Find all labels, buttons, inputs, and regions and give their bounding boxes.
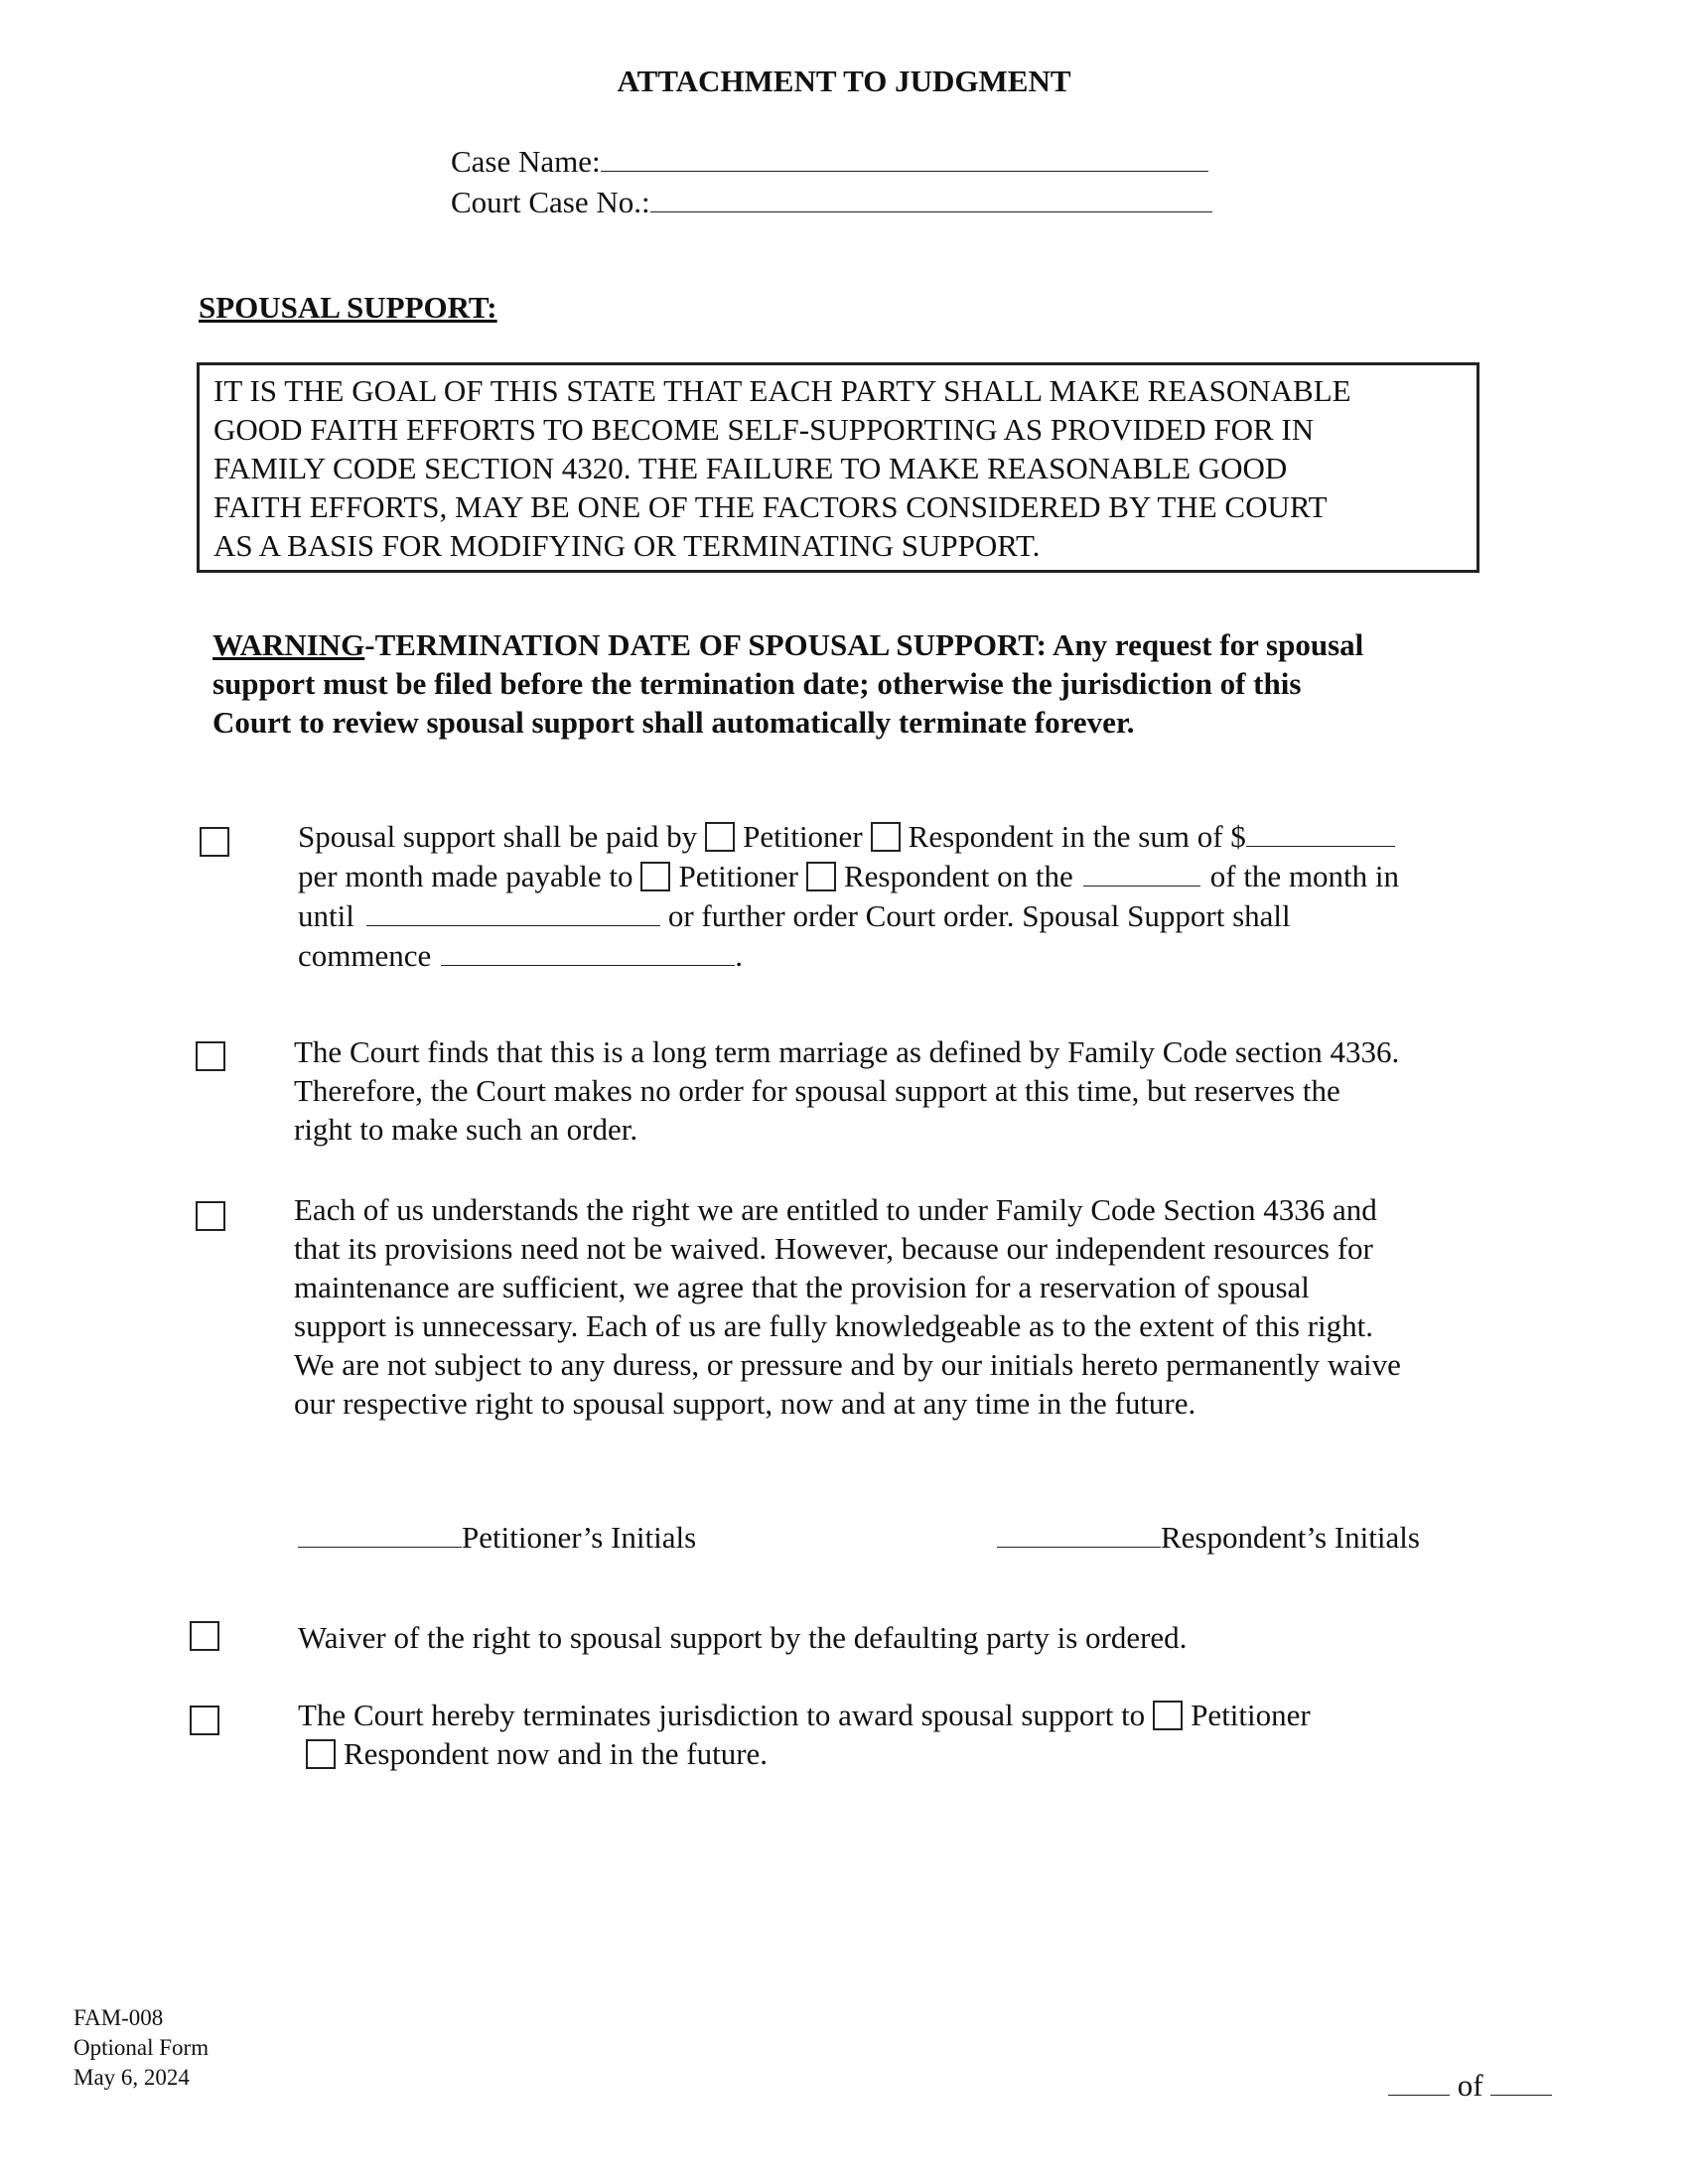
payment-text: . [735, 938, 744, 973]
court-case-no-row [451, 182, 1212, 222]
court-case-no-label: Court Case No.: [451, 185, 650, 219]
terminate-petitioner-label: Petitioner [1191, 1698, 1311, 1732]
waiver-agreement-text [294, 1190, 1401, 1423]
goal-line: AS A BASIS FOR MODIFYING OR TERMINATING SUPPORT. [213, 528, 1041, 563]
payment-text: commence [298, 938, 432, 973]
form-type: Optional Form [73, 2035, 210, 2060]
warning-label: WARNING [212, 627, 365, 662]
waiver-line: We are not subject to any duress, or pressure and by our initials hereto permanently waive [294, 1347, 1401, 1382]
long-term-marriage-checkbox[interactable] [196, 1041, 225, 1071]
page-of-label: of [1457, 2068, 1483, 2103]
payee-respondent-checkbox[interactable] [806, 862, 836, 891]
case-name-field[interactable] [601, 141, 1208, 172]
default-waiver-text: Waiver of the right to spousal support by the defaulting party is ordered. [298, 1620, 1188, 1655]
form-footer [73, 2003, 209, 2093]
long-term-line: The Court finds that this is a long term marriage as defined by Family Code section 4336. [294, 1034, 1400, 1069]
terminate-respondent-label: Respondent now and in the future. [344, 1736, 769, 1771]
waiver-line: Each of us understands the right we are entitled to under Family Code Section 4336 and [294, 1192, 1377, 1227]
waiver-line: that its provisions need not be waived. However, because our independent resources for [294, 1231, 1373, 1266]
respondent-initials [997, 1517, 1420, 1557]
long-term-line: right to make such an order. [294, 1112, 638, 1147]
commence-date-field[interactable] [441, 935, 735, 966]
payment-text: until [298, 898, 354, 933]
payer-respondent-label: Respondent in the sum of $ [908, 819, 1246, 854]
warning-text: Court to review spousal support shall automatically terminate forever. [212, 705, 1135, 740]
page-current-field[interactable] [1388, 2065, 1450, 2096]
petitioner-initials [298, 1517, 696, 1557]
payment-text: Spousal support shall be paid by [298, 819, 698, 854]
default-waiver-checkbox[interactable] [190, 1621, 219, 1651]
goal-notice-box [197, 362, 1479, 573]
goal-line: GOOD FAITH EFFORTS TO BECOME SELF-SUPPORTING AS PROVIDED FOR IN [213, 412, 1315, 447]
payment-option-text [298, 816, 1399, 975]
payment-option-checkbox[interactable] [200, 827, 229, 857]
case-name-row [451, 141, 1212, 182]
case-name-label: Case Name: [451, 144, 601, 179]
warning-text: support must be filed before the termination date; otherwise the jurisdiction of this [212, 666, 1302, 701]
form-date: May 6, 2024 [73, 2065, 190, 2090]
petitioner-initials-field[interactable] [298, 1517, 462, 1548]
waiver-agreement-checkbox[interactable] [196, 1201, 225, 1231]
payee-respondent-label: Respondent on the [844, 859, 1073, 893]
payment-text: of the month in [1209, 859, 1400, 893]
terminate-respondent-checkbox[interactable] [306, 1739, 336, 1769]
payment-text: per month made payable to [298, 859, 633, 893]
day-of-month-field[interactable] [1083, 856, 1200, 887]
goal-line: FAMILY CODE SECTION 4320. THE FAILURE TO MAKE REASONABLE GOOD [213, 451, 1288, 485]
amount-field[interactable] [1246, 816, 1395, 847]
payee-petitioner-checkbox[interactable] [640, 862, 670, 891]
page-total-field[interactable] [1490, 2065, 1552, 2096]
payer-respondent-checkbox[interactable] [871, 822, 901, 852]
terminate-jurisdiction-text [298, 1696, 1311, 1773]
payee-petitioner-label: Petitioner [678, 859, 798, 893]
warning-text: -TERMINATION DATE OF SPOUSAL SUPPORT: Any request for spousal [364, 627, 1364, 662]
section-heading: SPOUSAL SUPPORT: [199, 290, 497, 325]
document-title: ATTACHMENT TO JUDGMENT [617, 64, 1071, 98]
long-term-line: Therefore, the Court makes no order for spousal support at this time, but reserves the [294, 1073, 1340, 1108]
goal-line: IT IS THE GOAL OF THIS STATE THAT EACH PARTY SHALL MAKE REASONABLE [213, 373, 1351, 408]
form-id: FAM-008 [73, 2005, 164, 2030]
waiver-line: maintenance are sufficient, we agree that the provision for a reservation of spousal [294, 1270, 1310, 1304]
court-case-no-field[interactable] [650, 182, 1212, 212]
long-term-marriage-text [294, 1032, 1399, 1149]
terminate-petitioner-checkbox[interactable] [1153, 1701, 1183, 1730]
payer-petitioner-checkbox[interactable] [705, 822, 735, 852]
case-info [451, 141, 1212, 222]
waiver-line: our respective right to spousal support, now and at any time in the future. [294, 1386, 1196, 1421]
waiver-line: support is unnecessary. Each of us are fully knowledgeable as to the extent of this right. [294, 1308, 1373, 1343]
respondent-initials-label: Respondent’s Initials [1161, 1520, 1420, 1555]
until-date-field[interactable] [366, 895, 660, 926]
respondent-initials-field[interactable] [997, 1517, 1161, 1548]
payment-text: or further order Court order. Spousal Support shall [667, 898, 1291, 933]
terminate-text: The Court hereby terminates jurisdiction to award spousal support to [298, 1698, 1146, 1732]
terminate-jurisdiction-checkbox[interactable] [190, 1706, 219, 1735]
goal-line: FAITH EFFORTS, MAY BE ONE OF THE FACTORS CONSIDERED BY THE COURT [213, 489, 1328, 524]
payer-petitioner-label: Petitioner [743, 819, 863, 854]
termination-warning [212, 625, 1503, 742]
petitioner-initials-label: Petitioner’s Initials [462, 1520, 697, 1555]
page-number [1388, 2065, 1552, 2105]
